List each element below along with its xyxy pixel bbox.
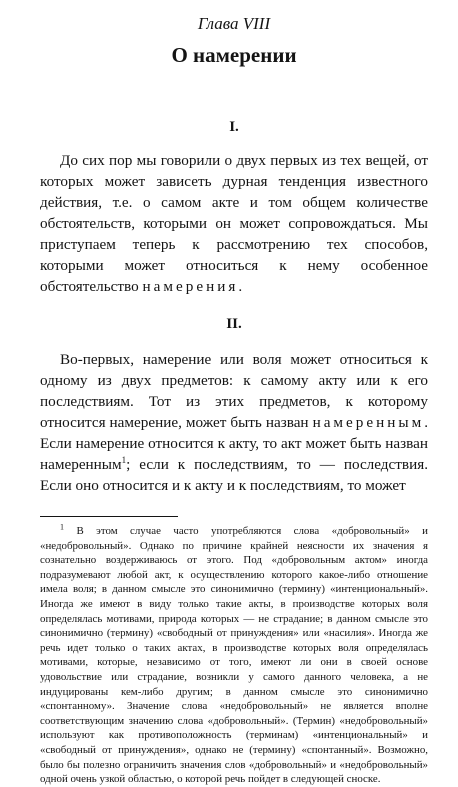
book-page xyxy=(40,14,428,787)
section-heading-1: I. xyxy=(229,119,239,135)
spaced-term-intention: намерения xyxy=(142,278,239,295)
section-1-text: До сих пор мы говорили о двух первых из тех вещей, от которых может зависеть дурная тенденция известного действия, т.е. о самом акте и том общем количестве обстоятельств, которыми он может сопровождаться. Мы приступаем теперь к рассмотрению тех способов, которыми может относиться к нему особенное обстоятельство xyxy=(40,152,428,295)
footnote-text: В этом случае часто употребляются слова «добровольный» и «недобровольный». Однако по причине крайней неясности их значения я сознательно воздерживаюсь от этого. Под «добровольным актом» иногда подразумевают любой акт, к осуществлению которого какое-либо отношение имела воля; в данном смысле это синонимично (термину) «интенциональный». Иногда же имеют в виду только такие акты, в производстве которых воля определялась мотивами, природа которых — не страдание; в данном смысле это синонимично (термину) «свободный от принуждения» или «насилия». Иногда же речь идет только о таких актах, в производстве которых воля определялась мотивами, которые, независимо от того, имеют ли они в своей основе удовольствие или страдание, возникли у самого данного человека, а не индуцированы кем-либо другим; в данном смысле это синонимично «спонтанному». Значение слова «недобровольный» не является вполне соответствующим значению слова «добровольный». (Термин) «недобровольный» используют как противоположность (терминам) «интенциональный» и «свободный от принуждения», однако не (термину) «спонтанный». Возможно, было бы полезно ограничить значения слов «добровольный» и «недобровольный» одной очень узкой областью, о которой речь пойдет в следующей сноске. xyxy=(40,525,428,786)
section-2-text-part-2: . Если намерение относится к акту, то акт может быть назван намеренным xyxy=(40,414,428,473)
footnote-1 xyxy=(40,524,428,787)
footnote-divider xyxy=(40,516,178,517)
section-2-paragraph xyxy=(40,349,428,496)
chapter-title: О намерении xyxy=(171,43,297,67)
section-1-paragraph xyxy=(40,150,428,297)
section-2-text-part-1: Во-первых, намерение или воля может относиться к одному из двух предметов: к самому акту или к его последствиям. Тот из этих предметов, к которому относится намерение, может быть назван xyxy=(40,351,428,431)
section-2-text-part-3: ; если к последствиям, то — последствия. Если оно относится и к акту и к последствиям, то может xyxy=(40,456,428,494)
section-1-end: . xyxy=(238,278,243,295)
spaced-term-intentional: намеренным xyxy=(312,414,425,431)
chapter-label: Глава VIII xyxy=(197,14,271,33)
footnote-number: 1 xyxy=(60,522,64,532)
section-heading-2: II. xyxy=(226,316,242,332)
footnote-reference[interactable]: 1 xyxy=(121,454,127,465)
